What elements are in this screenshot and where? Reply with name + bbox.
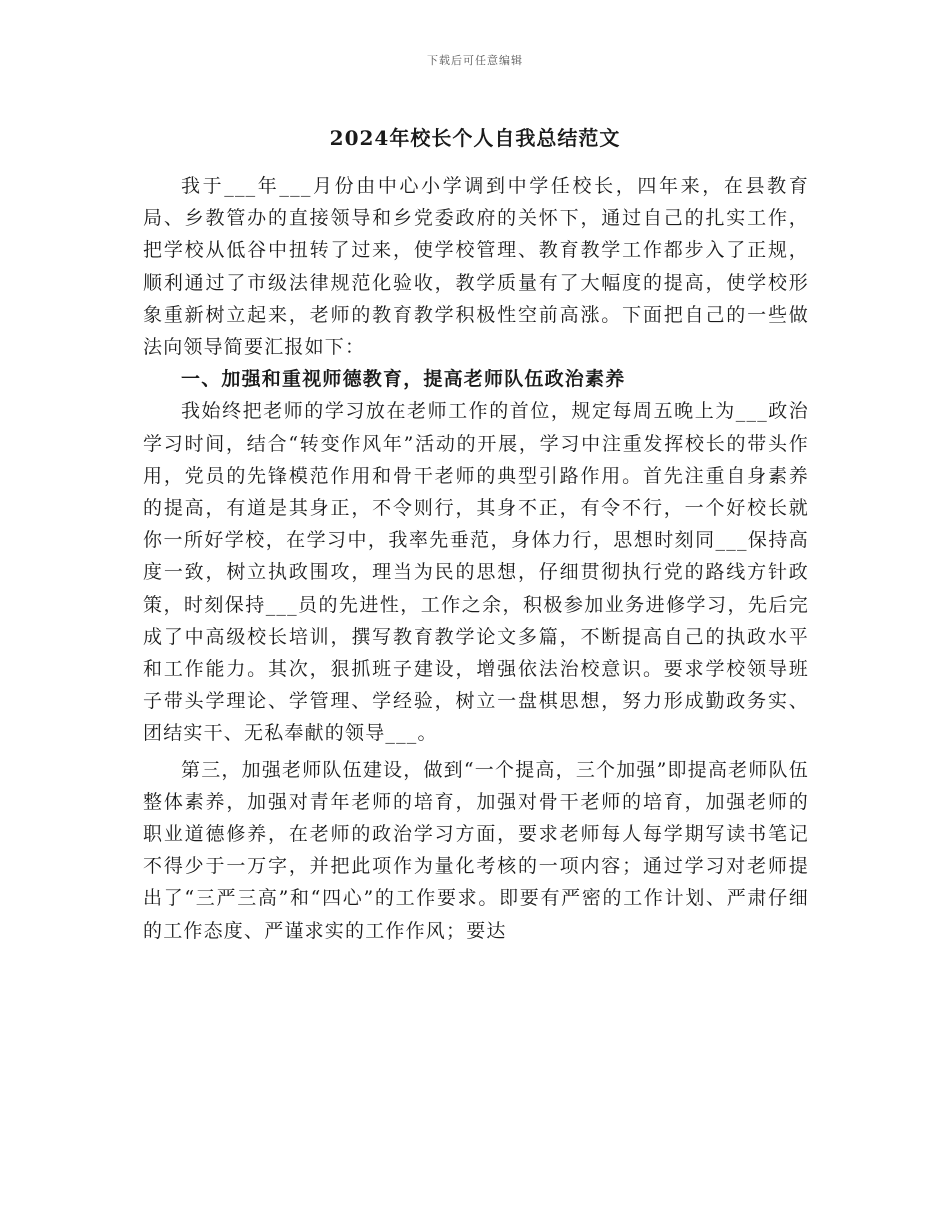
- intro-paragraph: 我于___年___月份由中心小学调到中学任校长，四年来，在县教育局、乡教管办的直接领导和乡党委政府的关怀下，通过自己的扎实工作，把学校从低谷中扭转了过来，使学校管理、教育教学工作都步入了正规，顺利通过了市级法律规范化验收，教学质量有了大幅度的提高，使学校形象重新树立起来，老师的教育教学积极性空前高涨。下面把自己的一些做法向领导简要汇报如下：: [143, 175, 809, 359]
- body-paragraph: 我始终把老师的学习放在老师工作的首位，规定每周五晚上为___政治学习时间，结合“转变作风年”活动的开展，学习中注重发挥校长的带头作用，党员的先锋模范作用和骨干老师的典型引路作用。首先注重自身素养的提高，有道是其身正，不令则行，其身不正，有令不行，一个好校长就你一所好学校，在学习中，我率先垂范，身体力行，思想时刻同___保持高度一致，树立执政围攻，理当为民的思想，仔细贯彻执行党的路线方针政策，时刻保持___员的先进性，工作之余，积极参加业务进修学习，先后完成了中高级校长培训，撰写教育教学论文多篇，不断提高自己的执政水平和工作能力。其次，狠抓班子建设，增强依法治校意识。要求学校领导班子带头学理论、学管理、学经验，树立一盘棋思想，努力形成勤政务实、团结实干、无私奉献的领导___。: [143, 400, 809, 745]
- page-header: 下载后可任意编辑: [427, 54, 523, 67]
- document-title: 2024年校长个人自我总结范文: [329, 126, 621, 150]
- section-heading: 一、加强和重视师德教育，提高老师队伍政治素养: [181, 368, 626, 391]
- document-body: [143, 170, 809, 947]
- body-paragraph: 第三，加强老师队伍建设，做到“一个提高，三个加强”即提高老师队伍整体素养，加强对青年老师的培育，加强对骨干老师的培育，加强老师的职业道德修养，在老师的政治学习方面，要求老师每人每学期写读书笔记不得少于一万字，并把此项作为量化考核的一项内容；通过学习对老师提出了“三严三高”和“四心”的工作要求。即要有严密的工作计划、严肃仔细的工作态度、严谨求实的工作作风；要达: [143, 758, 809, 942]
